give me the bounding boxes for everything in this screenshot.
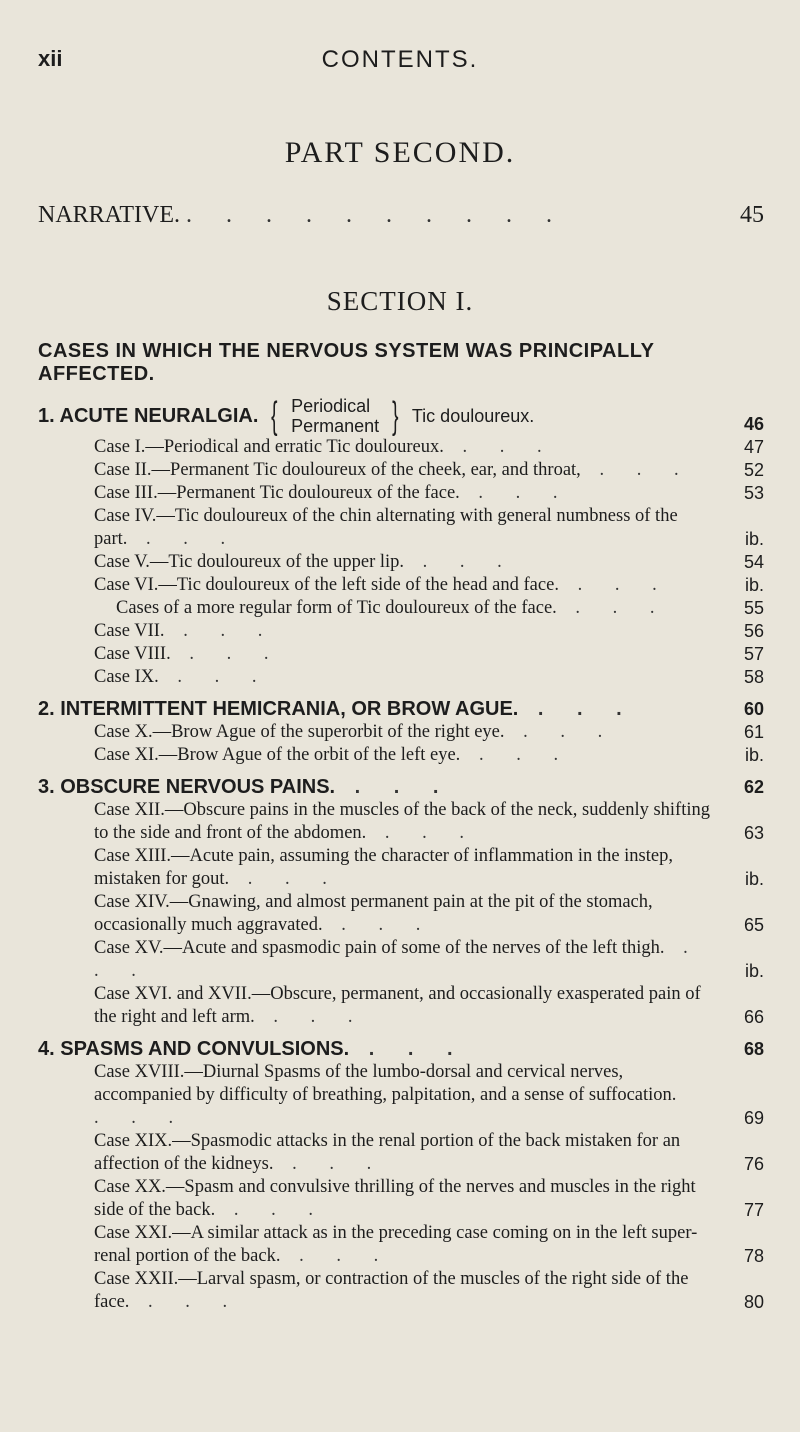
leader-dots: . . . bbox=[366, 823, 479, 843]
entry-text bbox=[116, 597, 712, 620]
entry-text bbox=[38, 396, 712, 436]
narrative-label: NARRATIVE. bbox=[38, 202, 180, 228]
entry-text bbox=[94, 505, 712, 551]
entry-text bbox=[94, 1061, 712, 1130]
leader-dots: . . . bbox=[229, 869, 341, 889]
entry-page-number: 53 bbox=[743, 483, 764, 503]
contents-entry bbox=[38, 1061, 764, 1130]
leader-dots: . . . bbox=[215, 1200, 327, 1220]
contents-entry bbox=[38, 845, 764, 891]
entry-text bbox=[94, 721, 712, 744]
brace-close: } bbox=[392, 395, 399, 437]
contents-entry bbox=[38, 459, 764, 482]
entry-page-number: 76 bbox=[743, 1154, 764, 1174]
entry-label: Case V.—Tic douloureux of the upper lip. bbox=[94, 552, 405, 572]
entry-page-number: 63 bbox=[743, 823, 764, 843]
leader-dots: . . . bbox=[94, 938, 702, 981]
entry-label: Case III.—Permanent Tic douloureux of the face. bbox=[94, 483, 460, 503]
entry-page-number: ib. bbox=[744, 745, 764, 765]
entry-text bbox=[38, 698, 712, 721]
page-header bbox=[38, 46, 762, 86]
page-number: xii bbox=[38, 46, 63, 71]
entry-text bbox=[94, 620, 712, 643]
part-title: PART SECOND. bbox=[284, 136, 516, 169]
contents-list bbox=[38, 396, 764, 1314]
entry-label: 4. SPASMS AND CONVULSIONS. bbox=[38, 1038, 350, 1060]
contents-heading bbox=[38, 396, 764, 436]
heading-tail: Tic douloureux. bbox=[411, 405, 535, 426]
entry-page-number: 61 bbox=[743, 722, 764, 742]
entry-page-number: 80 bbox=[743, 1292, 764, 1312]
leader-dots: . . . bbox=[404, 552, 516, 572]
leader-dots: . . . bbox=[129, 1292, 242, 1312]
entry-text bbox=[94, 983, 712, 1029]
leader-dots: . . . bbox=[254, 1007, 367, 1027]
contents-heading bbox=[38, 698, 764, 721]
entry-label: Case XIX.—Spasmodic attacks in the renal portion of the back mistaken for an affection of the kidneys. bbox=[94, 1131, 681, 1174]
entry-label: Case II.—Permanent Tic douloureux of the cheek, ear, and throat, bbox=[94, 460, 581, 480]
entry-text bbox=[94, 482, 712, 505]
entry-label: 2. INTERMITTENT HEMICRANIA, OR BROW AGUE. bbox=[38, 698, 519, 720]
entry-text bbox=[94, 574, 712, 597]
leader-dots: . . . bbox=[280, 1246, 393, 1266]
contents-entry bbox=[38, 551, 764, 574]
entry-page-number: 60 bbox=[743, 699, 764, 719]
entry-page-number: 55 bbox=[743, 598, 764, 618]
entry-label: Case XVIII.—Diurnal Spasms of the lumbo-dorsal and cervical nerves, accompanied by difficulty of breathing, palpitation, and a sense of suffocation. bbox=[94, 1062, 677, 1105]
heading-label: 1. ACUTE NEURALGIA. bbox=[38, 404, 259, 427]
contents-entry bbox=[38, 436, 764, 459]
entry-page-number: 57 bbox=[743, 644, 764, 664]
contents-entry bbox=[38, 1222, 764, 1268]
entry-text bbox=[94, 1130, 712, 1176]
entry-text bbox=[94, 1268, 712, 1314]
contents-heading bbox=[38, 1038, 764, 1061]
leader-dots: . . . bbox=[273, 1154, 386, 1174]
leader-dots: . . . bbox=[335, 776, 453, 798]
contents-entry bbox=[38, 744, 764, 767]
leader-dots: . . . bbox=[127, 529, 240, 549]
leader-dots: . . . bbox=[170, 644, 283, 664]
leader-dots: . . . bbox=[518, 698, 636, 720]
spacer bbox=[38, 1029, 764, 1038]
entry-page-number: 62 bbox=[743, 777, 764, 797]
entry-page-number: 56 bbox=[743, 621, 764, 641]
contents-entry bbox=[38, 505, 764, 551]
entry-page-number: ib. bbox=[744, 869, 764, 889]
entry-text bbox=[94, 436, 712, 459]
entry-page-number: 52 bbox=[743, 460, 764, 480]
entry-text bbox=[94, 551, 712, 574]
entry-text bbox=[38, 776, 712, 799]
leader-dots: . . . bbox=[504, 722, 617, 742]
entry-label: Case XXI.—A similar attack as in the preceding case coming on in the left super-renal portion of the back. bbox=[94, 1223, 698, 1266]
leader-dots: . . . bbox=[460, 745, 573, 765]
entry-text bbox=[38, 1038, 712, 1061]
entry-text bbox=[94, 1176, 712, 1222]
entry-page-number: ib. bbox=[744, 575, 764, 595]
entry-page-number: 65 bbox=[743, 915, 764, 935]
leader-dots: . . . bbox=[349, 1038, 467, 1060]
leader-dots: . . . bbox=[158, 667, 271, 687]
entry-page-number: 68 bbox=[743, 1039, 764, 1059]
contents-entry bbox=[38, 891, 764, 937]
entry-page-number: 54 bbox=[743, 552, 764, 572]
entry-text bbox=[94, 744, 712, 767]
entry-label: Case XXII.—Larval spasm, or contraction of the muscles of the right side of the face. bbox=[94, 1269, 689, 1312]
entry-text bbox=[94, 891, 712, 937]
contents-entry bbox=[38, 1268, 764, 1314]
entry-text-with-brace bbox=[38, 396, 712, 436]
entry-label: Case I.—Periodical and erratic Tic douloureux. bbox=[94, 437, 444, 457]
entry-label: Case VIII. bbox=[94, 644, 171, 664]
leader-dots: . . . bbox=[556, 598, 669, 618]
entry-label: Case XII.—Obscure pains in the muscles of the back of the neck, suddenly shifting to the side and front of the abdomen. bbox=[94, 800, 711, 843]
contents-entry bbox=[38, 666, 764, 689]
entry-page-number: 69 bbox=[743, 1108, 764, 1128]
entry-page-number: 46 bbox=[743, 414, 764, 434]
entry-label: Case XIII.—Acute pain, assuming the character of inflammation in the instep, mistaken for gout. bbox=[94, 846, 673, 889]
contents-entry bbox=[38, 482, 764, 505]
entry-page-number: 77 bbox=[743, 1200, 764, 1220]
narrative-line bbox=[38, 202, 764, 229]
entry-label: Case XVI. and XVII.—Obscure, permanent, and occasionally exasperated pain of the right and left arm. bbox=[94, 984, 701, 1027]
contents-entry bbox=[38, 1176, 764, 1222]
entry-text bbox=[94, 643, 712, 666]
entry-page-number: 47 bbox=[743, 437, 764, 457]
brace-open: { bbox=[271, 395, 278, 437]
spacer bbox=[38, 767, 764, 776]
entry-text bbox=[94, 799, 712, 845]
leader-dots: . . . bbox=[164, 621, 277, 641]
section-title: SECTION I. bbox=[326, 286, 474, 316]
contents-entry bbox=[38, 1130, 764, 1176]
contents-entry bbox=[38, 799, 764, 845]
brace-option: Periodical bbox=[291, 396, 371, 416]
contents-heading bbox=[38, 776, 764, 799]
contents-entry bbox=[38, 937, 764, 983]
entry-page-number: ib. bbox=[744, 961, 764, 981]
entry-label: Case XI.—Brow Ague of the orbit of the left eye. bbox=[94, 745, 461, 765]
leader-dots: . . . bbox=[580, 460, 693, 480]
entry-label: Case XIV.—Gnawing, and almost permanent pain at the pit of the stomach, occasionally much aggravated. bbox=[94, 892, 653, 935]
narrative-page: 45 bbox=[740, 202, 764, 228]
entry-label: Case IV.—Tic douloureux of the chin alternating with general numbness of the part. bbox=[94, 506, 678, 549]
leader-dots: . . . bbox=[443, 437, 556, 457]
entry-page-number: 66 bbox=[743, 1007, 764, 1027]
contents-entry bbox=[38, 620, 764, 643]
section-caption: CASES IN WHICH THE NERVOUS SYSTEM WAS PRINCIPALLY AFFECTED. bbox=[38, 340, 655, 385]
contents-entry bbox=[38, 643, 764, 666]
contents-subheading bbox=[38, 597, 764, 620]
contents-entry bbox=[38, 574, 764, 597]
entry-label: Case IX. bbox=[94, 667, 159, 687]
entry-page-number: ib. bbox=[744, 529, 764, 549]
contents-entry bbox=[38, 983, 764, 1029]
entry-label: Case VI.—Tic douloureux of the left side of the head and face. bbox=[94, 575, 559, 595]
contents-entry bbox=[38, 721, 764, 744]
leader-dots: . . . bbox=[94, 1108, 188, 1128]
entry-text bbox=[94, 845, 712, 891]
spacer bbox=[38, 689, 764, 698]
entry-label: Case X.—Brow Ague of the superorbit of the right eye. bbox=[94, 722, 505, 742]
entry-label: 3. OBSCURE NERVOUS PAINS. bbox=[38, 776, 336, 798]
entry-text bbox=[94, 937, 712, 983]
leader-dots: . . . bbox=[459, 483, 572, 503]
leader-dots: . . . . . . . . . . bbox=[186, 202, 566, 228]
entry-page-number: 78 bbox=[743, 1246, 764, 1266]
entry-page-number: 58 bbox=[743, 667, 764, 687]
brace-option: Permanent bbox=[291, 416, 380, 436]
entry-label: Case VII. bbox=[94, 621, 165, 641]
leader-dots: . . . bbox=[558, 575, 671, 595]
entry-text bbox=[94, 1222, 712, 1268]
leader-dots: . . . bbox=[322, 915, 435, 935]
entry-label: Case XX.—Spasm and convulsive thrilling of the nerves and muscles in the right side of the back. bbox=[94, 1177, 696, 1220]
brace-options bbox=[291, 396, 379, 436]
entry-text bbox=[94, 666, 712, 689]
entry-text bbox=[94, 459, 712, 482]
running-title: CONTENTS. bbox=[321, 46, 479, 73]
entry-label: Case XV.—Acute and spasmodic pain of some of the nerves of the left thigh. bbox=[94, 938, 665, 958]
entry-label: Cases of a more regular form of Tic douloureux of the face. bbox=[116, 598, 557, 618]
